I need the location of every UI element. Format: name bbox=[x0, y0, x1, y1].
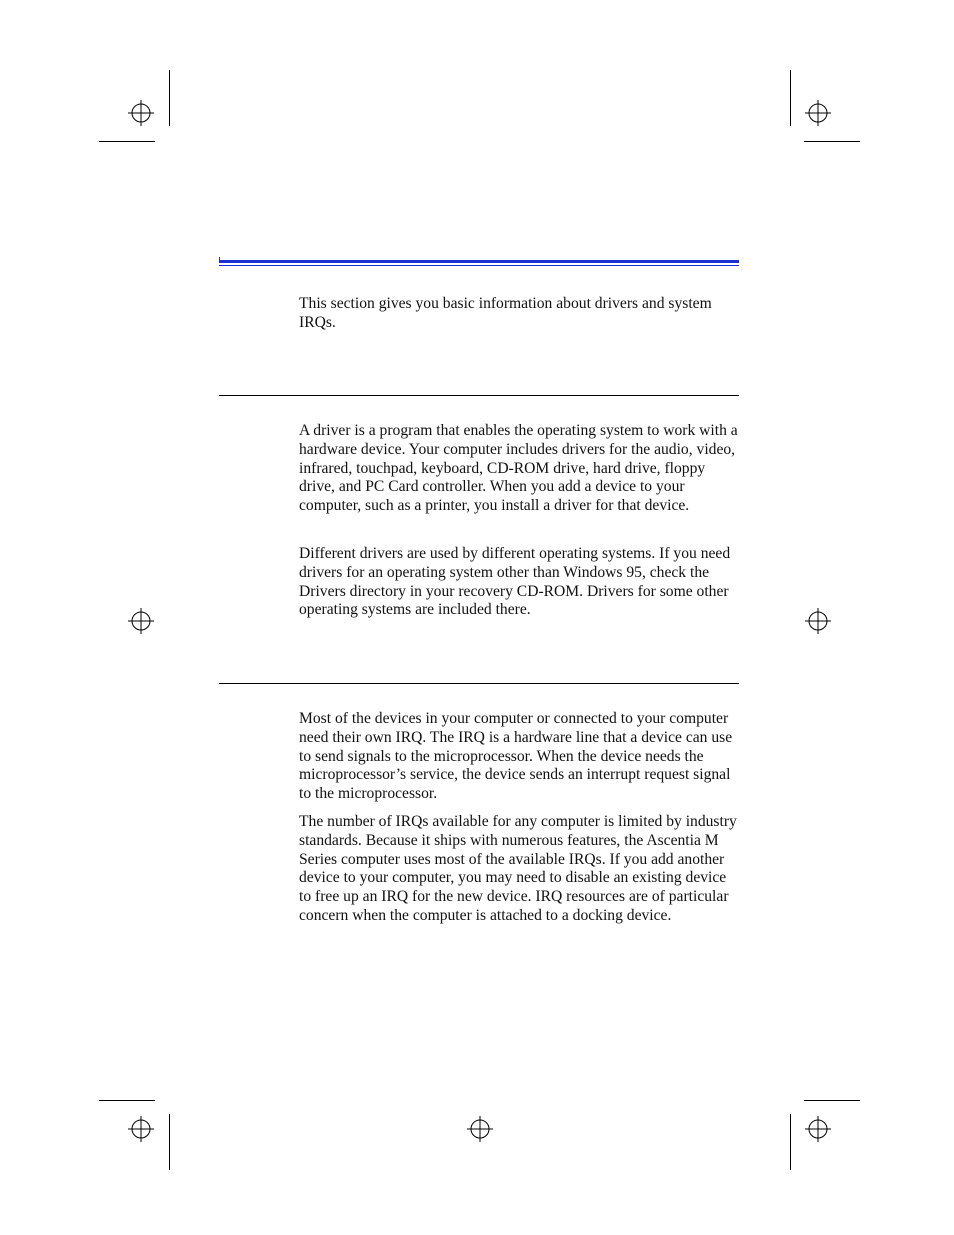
irqs-paragraph-1: Most of the devices in your computer or connected to your computer need their own IRQ. The IRQ is a hardware line that a device can use to send signals to the microprocessor. When the device needs the microprocessor’s service, the device sends an interrupt request signal to the microprocessor. bbox=[299, 710, 733, 803]
crop-mark-top-left-vertical bbox=[169, 70, 170, 126]
drivers-paragraph-1: A driver is a program that enables the operating system to work with a hardware device. Your computer includes drivers for the audio, video, infrared, touchpad, keyboard, CD-ROM drive, hard drive, floppy drive, and PC Card controller. When you add a device to your computer, such as a printer, you install a driver for that device. bbox=[299, 422, 738, 515]
registration-mark-bottom-center-icon bbox=[467, 1116, 493, 1142]
registration-mark-bottom-left-icon bbox=[128, 1116, 154, 1142]
registration-mark-bottom-right-icon bbox=[805, 1116, 831, 1142]
crop-mark-bottom-left-horizontal bbox=[99, 1100, 155, 1101]
crop-mark-bottom-right-horizontal bbox=[804, 1100, 860, 1101]
irqs-section-rule bbox=[219, 683, 739, 684]
header-rule-thin bbox=[219, 265, 739, 266]
irqs-paragraph-2: The number of IRQs available for any computer is limited by industry standards. Because it ships with numerous features, the Ascentia M Series computer uses most of the available IRQs. If you add another device to your computer, you may need to disable an existing device to free up an IRQ for the new device. IRQ resources are of particular concern when the computer is attached to a docking device. bbox=[299, 813, 737, 924]
crop-mark-top-right-horizontal bbox=[804, 141, 860, 142]
drivers-paragraph-2: Different drivers are used by different operating systems. If you need drivers for an operating system other than Windows 95, check the Drivers directory in your recovery CD-ROM. Drivers for some other operating systems are included there. bbox=[299, 545, 731, 619]
crop-mark-bottom-left-vertical bbox=[169, 1114, 170, 1170]
header-rule-thick bbox=[219, 260, 739, 263]
registration-mark-top-right-icon bbox=[805, 100, 831, 126]
intro-paragraph: This section gives you basic information about drivers and system IRQs. bbox=[299, 295, 712, 331]
drivers-section-rule bbox=[219, 395, 739, 396]
crop-mark-top-left-horizontal bbox=[99, 141, 155, 142]
registration-mark-top-left-icon bbox=[128, 100, 154, 126]
crop-mark-top-right-vertical bbox=[790, 70, 791, 126]
registration-mark-middle-right-icon bbox=[805, 608, 831, 634]
registration-mark-middle-left-icon bbox=[128, 608, 154, 634]
crop-mark-bottom-right-vertical bbox=[790, 1114, 791, 1170]
